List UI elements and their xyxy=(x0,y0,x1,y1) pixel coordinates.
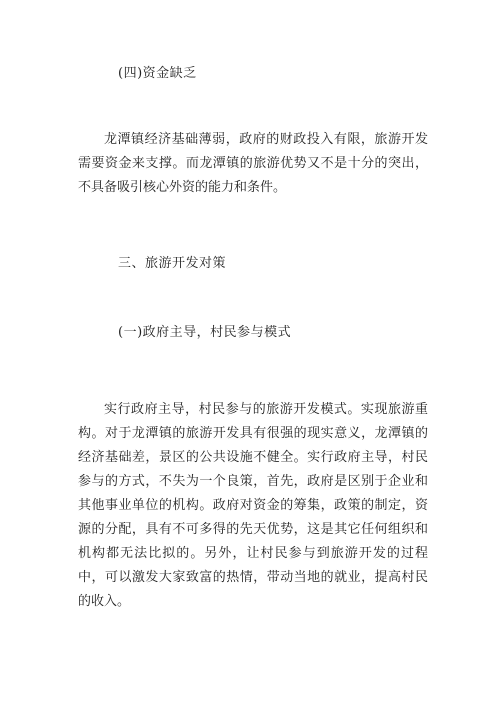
heading-funding-shortage: (四)资金缺乏 xyxy=(118,66,197,81)
heading-section-3: 三、旅游开发对策 xyxy=(118,256,227,271)
paragraph-government-led-model: 实行政府主导，村民参与的旅游开发模式。实现旅游重构。对于龙潭镇的旅游开发具有很强的现实意义，龙潭镇的经济基础差，景区的公共设施不健全。实行政府主导，村民参与的方式，不失为一个良策，首先，政府是区别于企业和其他事业单位的机构。政府对资金的筹集，政策的制定，资源的分配，具有不可多得的先天优势，这是其它任何组织和机构都无法比拟的。另外，让村民参与到旅游开发的过程中，可以激发大家致富的热情，带动当地的就业，提高村民的收入。 xyxy=(78,402,428,609)
paragraph-funding-shortage: 龙潭镇经济基础薄弱，政府的财政投入有限，旅游开发需要资金来支撑。而龙潭镇的旅游优势又不是十分的突出，不具备吸引核心外资的能力和条件。 xyxy=(78,132,428,195)
heading-government-led-model: (一)政府主导，村民参与模式 xyxy=(118,325,292,340)
